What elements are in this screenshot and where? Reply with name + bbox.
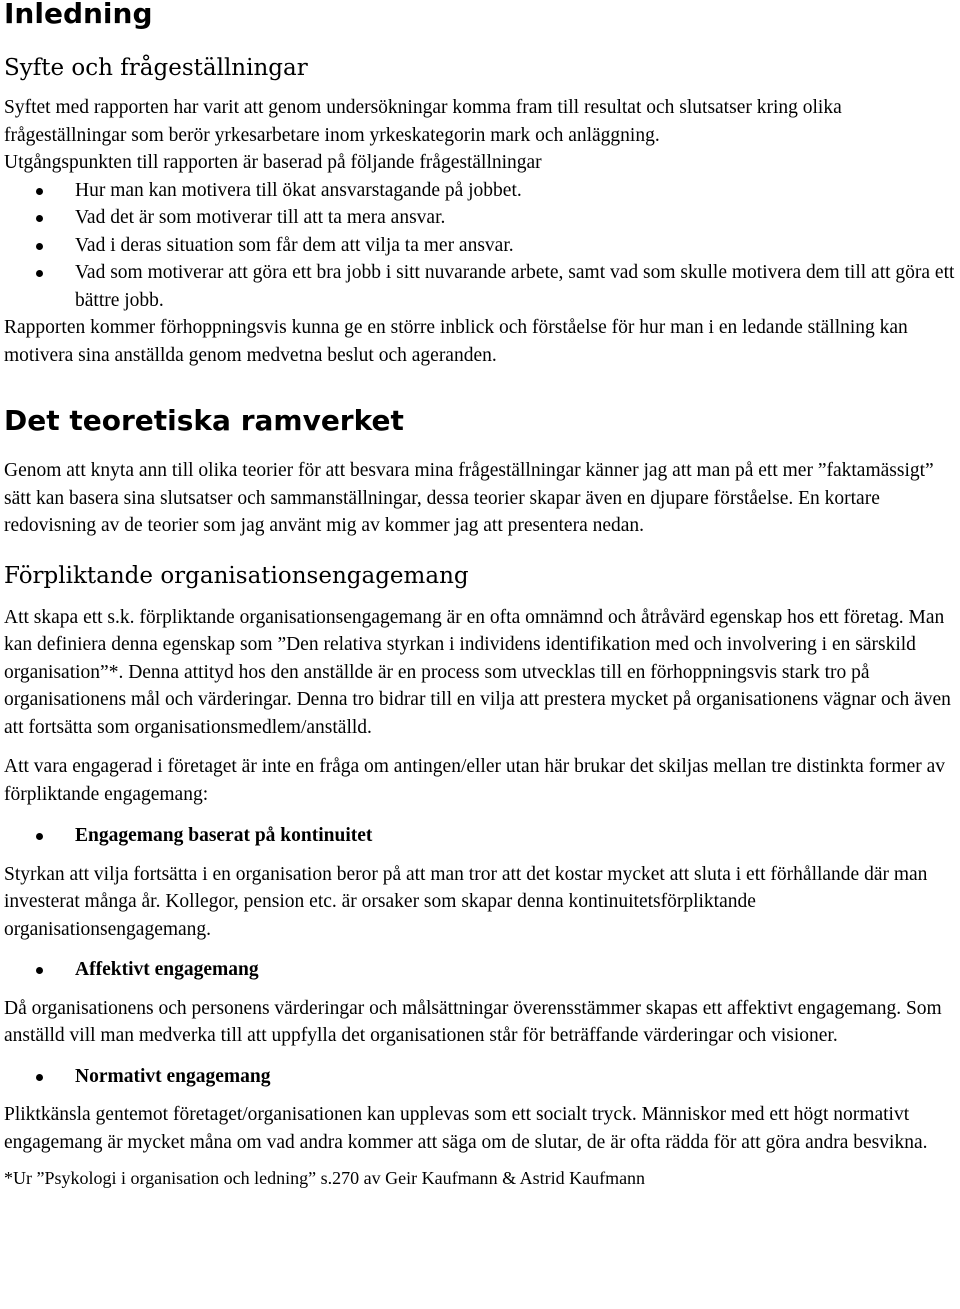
bullet-icon xyxy=(36,967,43,974)
paragraph-syfte: Syftet med rapporten har varit att genom undersökningar komma fram till resultat och slutsatser kring olika frågeställningar som berör yrkesarbetare inom yrkeskategorin mark och anläggning. xyxy=(4,97,842,146)
paragraph-forpliktande: Att skapa ett s.k. förpliktande organisationsengagemang är en ofta omnämnd och åtråvärd egenskap hos ett företag. Man kan definiera denna egenskap som ”Den relativa styrkan i individens identifikation med och involvering i en särskild organisation”*. Denna attityd hos den anställde är en process som utvecklas till en förhoppningsvis stark tro på organisationens mål och värderingar. Denna tro bidrar till en vilja att prestera mycket på organisationens vägnar och även att fortsätta som organisationsmedlem/anställd. xyxy=(4,606,951,738)
bullet-icon xyxy=(36,833,43,840)
list-item: Vad i deras situation som får dem att vilja ta mer ansvar. xyxy=(4,232,956,260)
paragraph-kontinuitet: Styrkan att vilja fortsätta i en organisation beror på att man tror att det kostar mycket att sluta i ett förhållande där man investerat många år. Kollegor, pension etc. är orsaker som skapar denna kontinuitetsförpliktande organisationsengagemang. xyxy=(4,863,928,940)
question-list xyxy=(4,177,956,315)
heading-teoretiska-ramverket: Det teoretiska ramverket xyxy=(4,404,404,437)
heading-syfte: Syfte och frågeställningar xyxy=(4,55,308,81)
paragraph-normativt: Pliktkänsla gentemot företaget/organisationen kan upplevas som ett socialt tryck. Människor med ett högt normativt engagemang är mycket måna om vad andra kommer att säga om de slutar, de är ofta rädda för att göra andra besvikna. xyxy=(4,1104,928,1153)
list-item: Vad som motiverar att göra ett bra jobb i sitt nuvarande arbete, samt vad som skulle motivera dem till att göra ett bättre jobb. xyxy=(4,259,956,314)
paragraph-affektivt: Då organisationens och personens värderingar och målsättningar överensstämmer skapas ett affektivt engagemang. Som anställd vill man medverka till att uppfylla det organisationen står för beträffande värderingar och visioner. xyxy=(4,997,942,1046)
bullet-icon xyxy=(36,215,43,222)
paragraph-rapporten: Rapporten kommer förhoppningsvis kunna ge en större inblick och förståelse för hur man i en ledande ställning kan motivera sina anställda genom medvetna beslut och ageranden. xyxy=(4,317,908,366)
heading-inledning: Inledning xyxy=(4,0,153,30)
form-heading-affektivt: Affektivt engagemang xyxy=(4,956,956,984)
bullet-icon xyxy=(36,1074,43,1081)
bullet-icon xyxy=(36,243,43,250)
footnote: *Ur ”Psykologi i organisation och ledning” s.270 av Geir Kaufmann & Astrid Kaufmann xyxy=(4,1168,646,1188)
paragraph-utgangspunkt: Utgångspunkten till rapporten är baserad på följande frågeställningar xyxy=(4,152,542,173)
bullet-icon xyxy=(36,270,43,277)
list-item: Hur man kan motivera till ökat ansvarstagande på jobbet. xyxy=(4,177,956,205)
list-item: Vad det är som motiverar till att ta mera ansvar. xyxy=(4,204,956,232)
paragraph-ramverk: Genom att knyta ann till olika teorier för att besvara mina frågeställningar känner jag att man på ett mer ”faktamässigt” sätt kan basera sina slutsatser och sammanställningar, dessa teorier skapar även en djupare förståelse. En kortare redovisning av de teorier som jag använt mig av kommer jag att presentera nedan. xyxy=(4,460,934,536)
form-heading-kontinuitet: Engagemang baserat på kontinuitet xyxy=(4,822,956,850)
paragraph-former: Att vara engagerad i företaget är inte en fråga om antingen/eller utan här brukar det skiljas mellan tre distinkta former av förpliktande engagemang: xyxy=(4,756,946,805)
form-heading-normativt: Normativt engagemang xyxy=(4,1063,956,1091)
heading-forpliktande: Förpliktande organisationsengagemang xyxy=(4,562,469,589)
bullet-icon xyxy=(36,188,43,195)
